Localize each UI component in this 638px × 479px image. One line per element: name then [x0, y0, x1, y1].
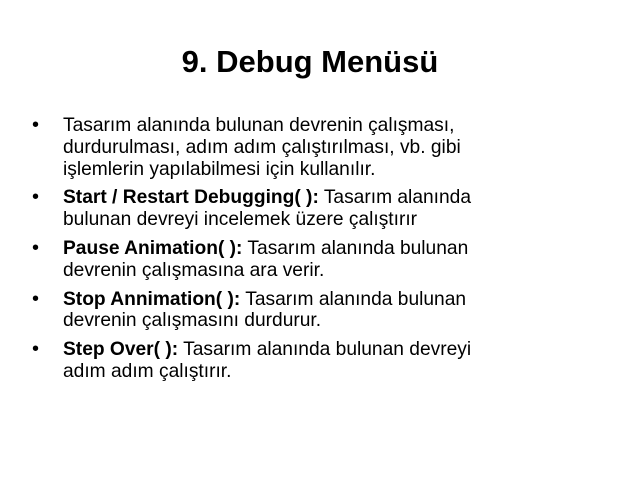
bullet-icon: •	[32, 236, 40, 259]
bullet-item	[32, 238, 632, 282]
bullet-item	[32, 187, 632, 231]
bullet-text: Tasarım alanında bulunan	[240, 288, 467, 310]
bullet-icon: •	[32, 338, 40, 361]
bullet-first-line	[63, 238, 632, 260]
bullet-text: Tasarım alanında bulunan	[242, 237, 469, 259]
bullet-term: Step Over( ):	[63, 339, 179, 361]
bullet-item	[32, 339, 632, 383]
bullet-term: Start / Restart Debugging( ):	[63, 187, 319, 209]
slide-title: 9. Debug Menüsü	[181, 44, 439, 79]
bullet-text: Tasarım alanında bulunan devreyi	[178, 339, 472, 361]
bullet-item	[32, 115, 632, 180]
bullet-text-line: Tasarım alanında bulunan devrenin çalışması,	[63, 115, 455, 136]
bullet-text-line: durdurulması, adım adım çalıştırılması, vb. gibi	[63, 136, 461, 158]
bullet-first-line	[63, 289, 632, 311]
bullet-term: Stop Annimation( ):	[63, 288, 241, 310]
bullet-text-line: işlemlerin yapılabilmesi için kullanılır.	[63, 158, 376, 180]
bullet-list	[32, 115, 632, 390]
bullet-text: Tasarım alanında	[318, 187, 472, 209]
bullet-text-line: devrenin çalışmasına ara verir.	[63, 259, 325, 281]
bullet-first-line	[63, 339, 632, 361]
bullet-icon: •	[32, 114, 40, 136]
bullet-term: Pause Animation( ):	[63, 237, 243, 259]
bullet-icon: •	[32, 186, 40, 209]
bullet-item	[32, 289, 632, 333]
bullet-first-line	[63, 187, 632, 209]
bullet-icon: •	[32, 287, 40, 310]
bullet-text-line: devrenin çalışmasını durdurur.	[63, 310, 322, 332]
bullet-text-line: bulunan devreyi incelemek üzere çalıştırır	[63, 209, 418, 231]
bullet-text-line: adım adım çalıştırır.	[63, 360, 232, 382]
